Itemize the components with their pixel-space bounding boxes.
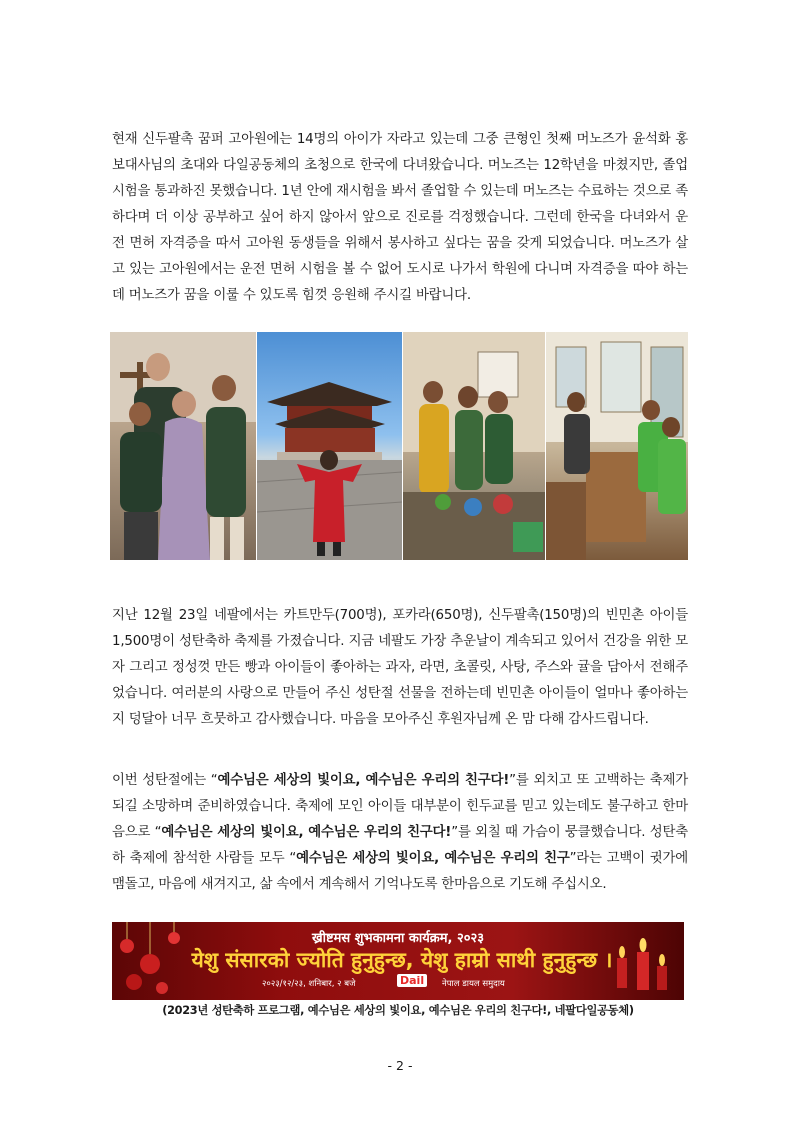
text-segment: ”를 외치고 또 고백하는 축제가 되길 소망하며 준비하였습니다. 축제에 모인 아이들 대부분이 힌두교를 믿고 있는데도 불구하고 한마음으로 “ <box>112 773 688 840</box>
bold-phrase: 예수님은 세상의 빛이요, 예수님은 우리의 친구다! <box>217 773 510 788</box>
page-number: - 2 - <box>387 1058 413 1073</box>
photo-group-portrait <box>110 332 256 560</box>
paragraph-christmas-festival: 지난 12월 23일 네팔에서는 카트만두(700명), 포카라(650명), 신두팔촉(150명)의 빈민촌 아이들 1,500명이 성탄축하 축제를 가졌습니다. 지금 네팔도 가장 추운날이 계속되고 있어서 건강을 위한 모자 그리고 정성껏 만든 빵과 아이들이 좋아하는 과자, 라면, 초콜릿, 사탕, 주스와 귤을 담아서 전해주었습니다. 여러분의 사랑으로 만들어 주신 성탄절 선물을 전하는데 빈민촌 아이들이 얼마나 좋아하는지 덩달아 너무 흐뭇하고 감사했습니다. 마음을 모아주신 후원자님께 온 맘 다해 감사드립니다. <box>112 608 688 727</box>
bold-phrase: 예수님은 세상의 빛이요, 예수님은 우리의 친구 <box>296 851 570 866</box>
paragraph-manoj: 현재 신두팔촉 꿈퍼 고아원에는 14명의 아이가 자라고 있는데 그중 큰형인 첫째 머노즈가 윤석화 홍보대사님의 초대와 다일공동체의 초청으로 한국에 다녀왔습니다. 머노즈는 12학년을 마쳤지만, 졸업시험을 통과하진 못했습니다. 1년 안에 재시험을 봐서 졸업할 수 있는데 머노즈는 수료하는 것으로 족하다며 더 이상 공부하고 싶어 하지 않아서 앞으로 진로를 걱정했습니다. 그런데 한국을 다녀와서 운전 면허 자격증을 따서 고아원 동생들을 위해서 봉사하고 싶다는 꿈을 갖게 되었습니다. 머노즈가 살고 있는 고아원에서는 운전 면허 시험을 볼 수 없어 도시로 나가서 학원에 다니며 자격증을 따야 하는데 머노즈가 꿈을 이룰 수 있도록 힘껏 응원해 주시길 바랍니다. <box>112 132 688 303</box>
text-segment: ”를 외칠 때 가슴이 뭉클했습니다. 성탄축하 축제에 참석한 사람들 모두 “ <box>112 825 689 866</box>
photo-palace-hanbok <box>257 332 402 560</box>
dail-logo: Dail <box>397 974 427 987</box>
christmas-banner <box>112 922 684 1000</box>
text-segment: ”라는 고백이 귓가에 맴돌고, 마음에 새겨지고, 삶 속에서 계속해서 기억나도록 한마음으로 기도해 주십시오. <box>112 851 689 892</box>
paragraph-prayer-request <box>112 768 688 898</box>
banner-organization: नेपाल डायल समुदाय <box>442 979 505 989</box>
banner-title: ख्रीष्टमस शुभकामना कार्यक्रम, २०२३ <box>311 931 485 946</box>
banner-caption: (2023년 성탄축하 프로그램, 예수님은 세상의 빛이요, 예수님은 우리의 친구다!, 네팔다일공동체) <box>162 1004 634 1017</box>
photo-dining-room <box>546 332 688 560</box>
banner-slogan: येशु संसारको ज्योति हुनुहुन्छ, येशु हाम्रो साथी हुनुहुन्छ । <box>191 948 613 972</box>
text-segment: 이번 성탄절에는 “ <box>112 773 218 788</box>
banner-date: २०२३/१२/२३, शनिबार, २ बजे <box>262 979 356 989</box>
photo-kitchen-cooking <box>403 332 545 560</box>
bold-phrase: 예수님은 세상의 빛이요, 예수님은 우리의 친구다! <box>161 825 452 840</box>
photo-strip <box>110 332 688 560</box>
